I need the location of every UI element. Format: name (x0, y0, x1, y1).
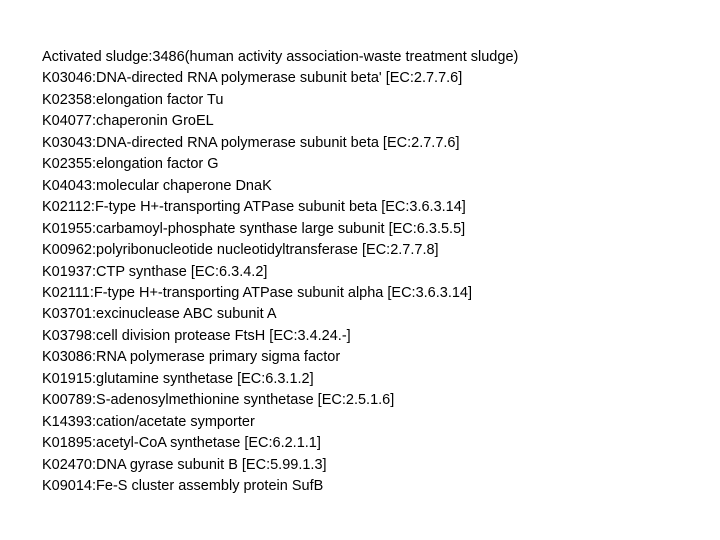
entry-line: K03043:DNA-directed RNA polymerase subunit beta [EC:2.7.7.6] (42, 134, 460, 151)
entry-line: K00789:S-adenosylmethionine synthetase [EC:2.5.1.6] (42, 392, 395, 409)
entry-line: K01915:glutamine synthetase [EC:6.3.1.2] (42, 370, 314, 387)
entry-line: K04077:chaperonin GroEL (42, 113, 214, 130)
entry-line: K02112:F-type H+-transporting ATPase subunit beta [EC:3.6.3.14] (42, 199, 466, 216)
document-title: Activated sludge:3486(human activity association-waste treatment sludge) (42, 49, 519, 65)
entry-line: K00962:polyribonucleotide nucleotidyltransferase [EC:2.7.7.8] (42, 242, 439, 259)
entry-line: K01955:carbamoyl-phosphate synthase large subunit [EC:6.3.5.5] (42, 220, 466, 237)
entry-line: K02111:F-type H+-transporting ATPase subunit alpha [EC:3.6.3.14] (42, 284, 473, 301)
entry-line: K02355:elongation factor G (42, 156, 219, 173)
entry-line: K03798:cell division protease FtsH [EC:3.4.24.-] (42, 327, 351, 344)
entry-line: K14393:cation/acetate symporter (42, 413, 255, 430)
entry-line: K02358:elongation factor Tu (42, 91, 224, 108)
entry-line: K03701:excinuclease ABC subunit A (42, 306, 277, 323)
entry-line: K01937:CTP synthase [EC:6.3.4.2] (42, 263, 268, 280)
entry-line: K01895:acetyl-CoA synthetase [EC:6.2.1.1] (42, 435, 321, 452)
text-block (42, 47, 702, 498)
entry-line: K03046:DNA-directed RNA polymerase subunit beta' [EC:2.7.7.6] (42, 70, 463, 87)
entry-line: K04043:molecular chaperone DnaK (42, 177, 272, 194)
entry-line: K09014:Fe-S cluster assembly protein SufB (42, 478, 324, 495)
entry-line: K02470:DNA gyrase subunit B [EC:5.99.1.3] (42, 456, 327, 473)
entry-line: K03086:RNA polymerase primary sigma factor (42, 349, 341, 366)
